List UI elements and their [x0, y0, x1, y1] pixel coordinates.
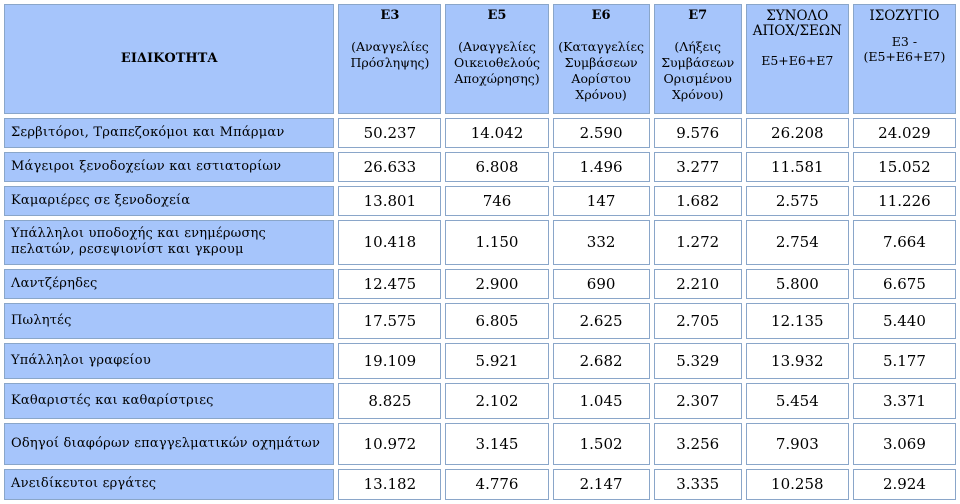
- table-row: [4, 303, 956, 339]
- header-e5-desc: (Αναγγελίες Οικειοθελούς Αποχώρησης): [454, 39, 540, 86]
- cell-e7: 5.329: [654, 343, 742, 379]
- cell-e6: 2.590: [553, 118, 650, 148]
- table-row: [4, 220, 956, 265]
- cell-e5: 14.042: [445, 118, 548, 148]
- header-e3-code: Ε3: [380, 8, 400, 23]
- cell-balance: 3.371: [853, 383, 956, 419]
- table-row: [4, 343, 956, 379]
- table-row: [4, 469, 956, 500]
- cell-e6: 2.625: [553, 303, 650, 339]
- cell-balance: 15.052: [853, 152, 956, 182]
- table-row: [4, 152, 956, 182]
- cell-e7: 3.277: [654, 152, 742, 182]
- cell-balance: 3.069: [853, 423, 956, 464]
- header-e7-desc: (Λήξεις Συμβάσεων Ορισμένου Χρόνου): [661, 39, 735, 102]
- header-specialty: ΕΙΔΙΚΟΤΗΤΑ: [4, 4, 334, 114]
- cell-e5: 5.921: [445, 343, 548, 379]
- header-e3: [338, 4, 441, 114]
- cell-balance: 24.029: [853, 118, 956, 148]
- cell-e7: 2.307: [654, 383, 742, 419]
- cell-total: 10.258: [746, 469, 849, 500]
- cell-total: 5.454: [746, 383, 849, 419]
- row-label: Υπάλληλοι γραφείου: [4, 343, 334, 379]
- header-e7-code: Ε7: [688, 8, 708, 23]
- table-body: [4, 118, 956, 500]
- table-row: [4, 269, 956, 299]
- cell-e5: 2.900: [445, 269, 548, 299]
- cell-balance: 2.924: [853, 469, 956, 500]
- cell-total: 2.575: [746, 186, 849, 216]
- header-balance: [853, 4, 956, 114]
- cell-total: 2.754: [746, 220, 849, 265]
- row-label: Πωλητές: [4, 303, 334, 339]
- cell-e6: 2.147: [553, 469, 650, 500]
- cell-e7: 1.682: [654, 186, 742, 216]
- row-label: Καμαριέρες σε ξενοδοχεία: [4, 186, 334, 216]
- cell-total: 11.581: [746, 152, 849, 182]
- cell-balance: 11.226: [853, 186, 956, 216]
- cell-total: 5.800: [746, 269, 849, 299]
- cell-e3: 10.418: [338, 220, 441, 265]
- cell-e5: 4.776: [445, 469, 548, 500]
- table-row: [4, 186, 956, 216]
- header-e6-code: Ε6: [591, 8, 611, 23]
- header-total-title: ΣΥΝΟΛΟ ΑΠΟΧ/ΣΕΩΝ: [752, 8, 842, 39]
- cell-balance: 6.675: [853, 269, 956, 299]
- cell-e5: 3.145: [445, 423, 548, 464]
- row-label: Οδηγοί διαφόρων επαγγελματικών οχημάτων: [4, 423, 334, 464]
- cell-balance: 5.177: [853, 343, 956, 379]
- cell-e6: 332: [553, 220, 650, 265]
- cell-total: 12.135: [746, 303, 849, 339]
- cell-e3: 12.475: [338, 269, 441, 299]
- cell-e3: 50.237: [338, 118, 441, 148]
- header-total-departures: [746, 4, 849, 114]
- cell-e7: 9.576: [654, 118, 742, 148]
- cell-e6: 1.045: [553, 383, 650, 419]
- cell-e6: 2.682: [553, 343, 650, 379]
- cell-total: 26.208: [746, 118, 849, 148]
- cell-e5: 2.102: [445, 383, 548, 419]
- table-row: [4, 118, 956, 148]
- cell-e5: 6.805: [445, 303, 548, 339]
- header-e3-desc: (Αναγγελίες Πρόσληψης): [350, 39, 430, 70]
- cell-e6: 147: [553, 186, 650, 216]
- cell-balance: 5.440: [853, 303, 956, 339]
- cell-e6: 690: [553, 269, 650, 299]
- cell-e3: 10.972: [338, 423, 441, 464]
- cell-e3: 19.109: [338, 343, 441, 379]
- cell-e7: 1.272: [654, 220, 742, 265]
- row-label: Μάγειροι ξενοδοχείων και εστιατορίων: [4, 152, 334, 182]
- cell-e5: 1.150: [445, 220, 548, 265]
- cell-e7: 3.256: [654, 423, 742, 464]
- header-e6: [553, 4, 650, 114]
- cell-e7: 3.335: [654, 469, 742, 500]
- cell-e5: 6.808: [445, 152, 548, 182]
- table-row: [4, 383, 956, 419]
- cell-e3: 26.633: [338, 152, 441, 182]
- header-total-formula: Ε5+Ε6+Ε7: [761, 53, 834, 68]
- table-row: [4, 423, 956, 464]
- header-e6-desc: (Καταγγελίες Συμβάσεων Αορίστου Χρόνου): [558, 39, 644, 102]
- cell-e3: 17.575: [338, 303, 441, 339]
- header-balance-formula: Ε3 - (Ε5+Ε6+Ε7): [863, 34, 946, 64]
- row-label: Σερβιτόροι, Τραπεζοκόμοι και Μπάρμαν: [4, 118, 334, 148]
- cell-balance: 7.664: [853, 220, 956, 265]
- cell-e3: 13.182: [338, 469, 441, 500]
- row-label: Καθαριστές και καθαρίστριες: [4, 383, 334, 419]
- cell-e3: 13.801: [338, 186, 441, 216]
- row-label: Ανειδίκευτοι εργάτες: [4, 469, 334, 500]
- header-balance-title: ΙΣΟΖΥΓΙΟ: [869, 8, 940, 24]
- header-e5: [445, 4, 548, 114]
- cell-e7: 2.210: [654, 269, 742, 299]
- row-label: Λαντζέρηδες: [4, 269, 334, 299]
- row-label: Υπάλληλοι υποδοχής και ενημέρωσης πελατών, ρεσεψιονίστ και γκρουμ: [4, 220, 334, 265]
- cell-e6: 1.496: [553, 152, 650, 182]
- cell-total: 7.903: [746, 423, 849, 464]
- cell-total: 13.932: [746, 343, 849, 379]
- header-e5-code: Ε5: [487, 8, 507, 23]
- cell-e3: 8.825: [338, 383, 441, 419]
- header-e7: [654, 4, 742, 114]
- header-row: [4, 4, 956, 114]
- cell-e6: 1.502: [553, 423, 650, 464]
- cell-e5: 746: [445, 186, 548, 216]
- cell-e7: 2.705: [654, 303, 742, 339]
